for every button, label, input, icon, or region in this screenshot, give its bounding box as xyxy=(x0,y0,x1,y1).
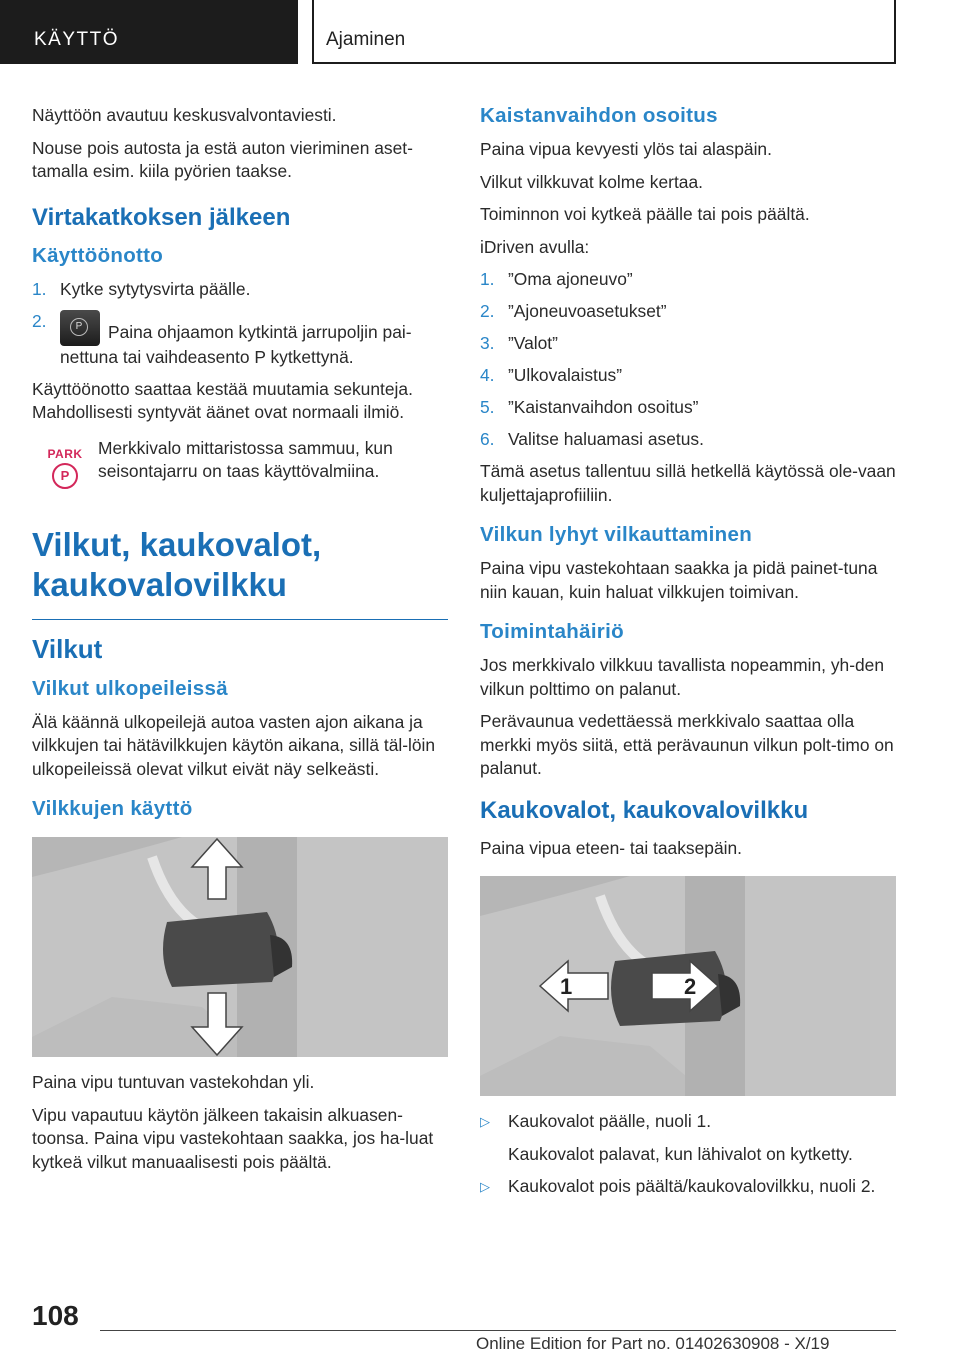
list-item: ▷ Kaukovalot pois päältä/kaukovalovilkku, nuoli 2. xyxy=(480,1175,896,1199)
heading-lane-change: Kaistanvaihdon osoitus xyxy=(480,104,718,127)
high-beam-lever-illustration xyxy=(480,876,896,1096)
paragraph: Perävaunua vedettäessä merkkivalo saattaa olla merkki myös siitä, että perävaunun vilkun polt-timo on palanut. xyxy=(480,711,894,778)
paragraph: Paina vipu vastekohtaan saakka ja pidä painet-tuna niin kauan, kuin haluat vilkkujen toimivan. xyxy=(480,558,878,602)
paragraph: Älä käännä ulkopeilejä autoa vasten ajon aikana ja vilkkujen tai hätävilkkujen käytön aikana, sillä täl-löin ulkopeileissä olevat vilkut eivät näy selkeästi. xyxy=(32,711,436,779)
heading-after-power-failure: Virtakatkoksen jälkeen xyxy=(32,203,291,231)
step-number: 2. xyxy=(32,310,47,331)
edition-info: Online Edition for Part no. 01402630908 - X/19 xyxy=(476,1334,830,1353)
paragraph: Toiminnon voi kytkeä päälle tai pois päältä. xyxy=(480,204,810,224)
triangle-bullet-icon: ▷ xyxy=(480,1114,490,1129)
parking-brake-button-icon: P xyxy=(60,310,100,346)
arrow-2-label: 2 xyxy=(684,974,697,999)
list-item: 3. ”Valot” xyxy=(480,333,558,353)
step-text: Kytke sytytysvirta päälle. xyxy=(60,278,251,299)
paragraph: Käyttöönotto saattaa kestää muutamia sekunteja. Mahdollisesti syntyvät äänet ovat normaali ilmiö. xyxy=(32,378,413,422)
high-beam-list xyxy=(480,1110,896,1198)
heading-high-beams: Kaukovalot, kaukovalovilkku xyxy=(480,796,809,824)
paragraph: Paina vipua eteen- tai taaksepäin. xyxy=(480,837,743,858)
paragraph: Nouse pois autosta ja estä auton vieriminen aset-tamalla esim. kiila pyörien taakse. xyxy=(32,137,413,181)
paragraph: Paina vipu tuntuvan vastekohdan yli. xyxy=(32,1072,315,1092)
startup-steps xyxy=(32,278,448,370)
heading-short-flash: Vilkun lyhyt vilkauttaminen xyxy=(480,523,753,546)
list-item xyxy=(32,278,448,302)
arrow-1-label: 1 xyxy=(560,974,573,999)
heading-mirror-signals: Vilkut ulkopeileissä xyxy=(32,676,228,700)
right-column xyxy=(480,104,896,1207)
paragraph: Kaukovalot palavat, kun lähivalot on kytketty. xyxy=(508,1143,853,1164)
park-indicator-note xyxy=(32,437,448,489)
step-text: Paina ohjaamon kytkintä jarrupoljin pai-nettuna tai vaihdeasento P kytkettynä. xyxy=(60,321,412,367)
paragraph: Vilkut vilkkuvat kolme kertaa. xyxy=(480,171,703,192)
triangle-bullet-icon: ▷ xyxy=(480,1178,490,1194)
park-indicator-icon: PARK P xyxy=(32,437,98,489)
list-item: 5. ”Kaistanvaihdon osoitus” xyxy=(480,397,699,417)
divider xyxy=(32,619,448,620)
heading-malfunction: Toimintahäiriö xyxy=(480,620,624,643)
header-chapter-tab: Ajaminen xyxy=(312,0,896,64)
heading-signal-use: Vilkkujen käyttö xyxy=(32,797,193,820)
list-item: 1. ”Oma ajoneuvo” xyxy=(480,269,633,289)
paragraph: Jos merkkivalo vilkkuu tavallista nopeammin, yh-den vilkun polttimo on palanut. xyxy=(480,655,885,699)
paragraph: Näyttöön avautuu keskusvalvontaviesti. xyxy=(32,105,337,125)
turn-signal-lever-illustration xyxy=(32,837,448,1057)
list-item: 2. ”Ajoneuvoasetukset” xyxy=(480,301,667,321)
paragraph: Tämä asetus tallentuu sillä hetkellä käytössä ole-vaan kuljettajaprofiiliin. xyxy=(480,461,896,505)
chapter-title: Vilkut, kaukovalot, kaukovalovilkku xyxy=(32,525,322,603)
header-section-tab: KÄYTTÖ xyxy=(0,0,298,64)
heading-turn-signals: Vilkut xyxy=(32,633,103,664)
idrive-steps xyxy=(480,268,896,452)
heading-startup: Käyttöönotto xyxy=(32,243,164,267)
step-number: 1. xyxy=(32,278,47,299)
list-item xyxy=(32,310,448,370)
left-column xyxy=(32,104,448,1183)
paragraph: Merkkivalo mittaristossa sammuu, kun seisontajarru on taas käyttövalmiina. xyxy=(98,437,393,481)
paragraph: Paina vipua kevyesti ylös tai alaspäin. xyxy=(480,139,772,159)
list-item: 6. Valitse haluamasi asetus. xyxy=(480,429,704,449)
list-item: ▷ Kaukovalot päälle, nuoli 1. Kaukovalot palavat, kun lähivalot on kytketty. xyxy=(480,1110,896,1166)
page-number: 108 xyxy=(32,1300,79,1331)
paragraph: Vipu vapautuu käytön jälkeen takaisin alkuasen-toonsa. Paina vipu vastekohtaan saakka, jos ha-luat kytkeä vilkut manuaalisesti pois päältä. xyxy=(32,1104,434,1172)
list-item: 4. ”Ulkovalaistus” xyxy=(480,365,623,385)
footer-divider xyxy=(100,1330,896,1331)
paragraph: iDriven avulla: xyxy=(480,236,590,257)
